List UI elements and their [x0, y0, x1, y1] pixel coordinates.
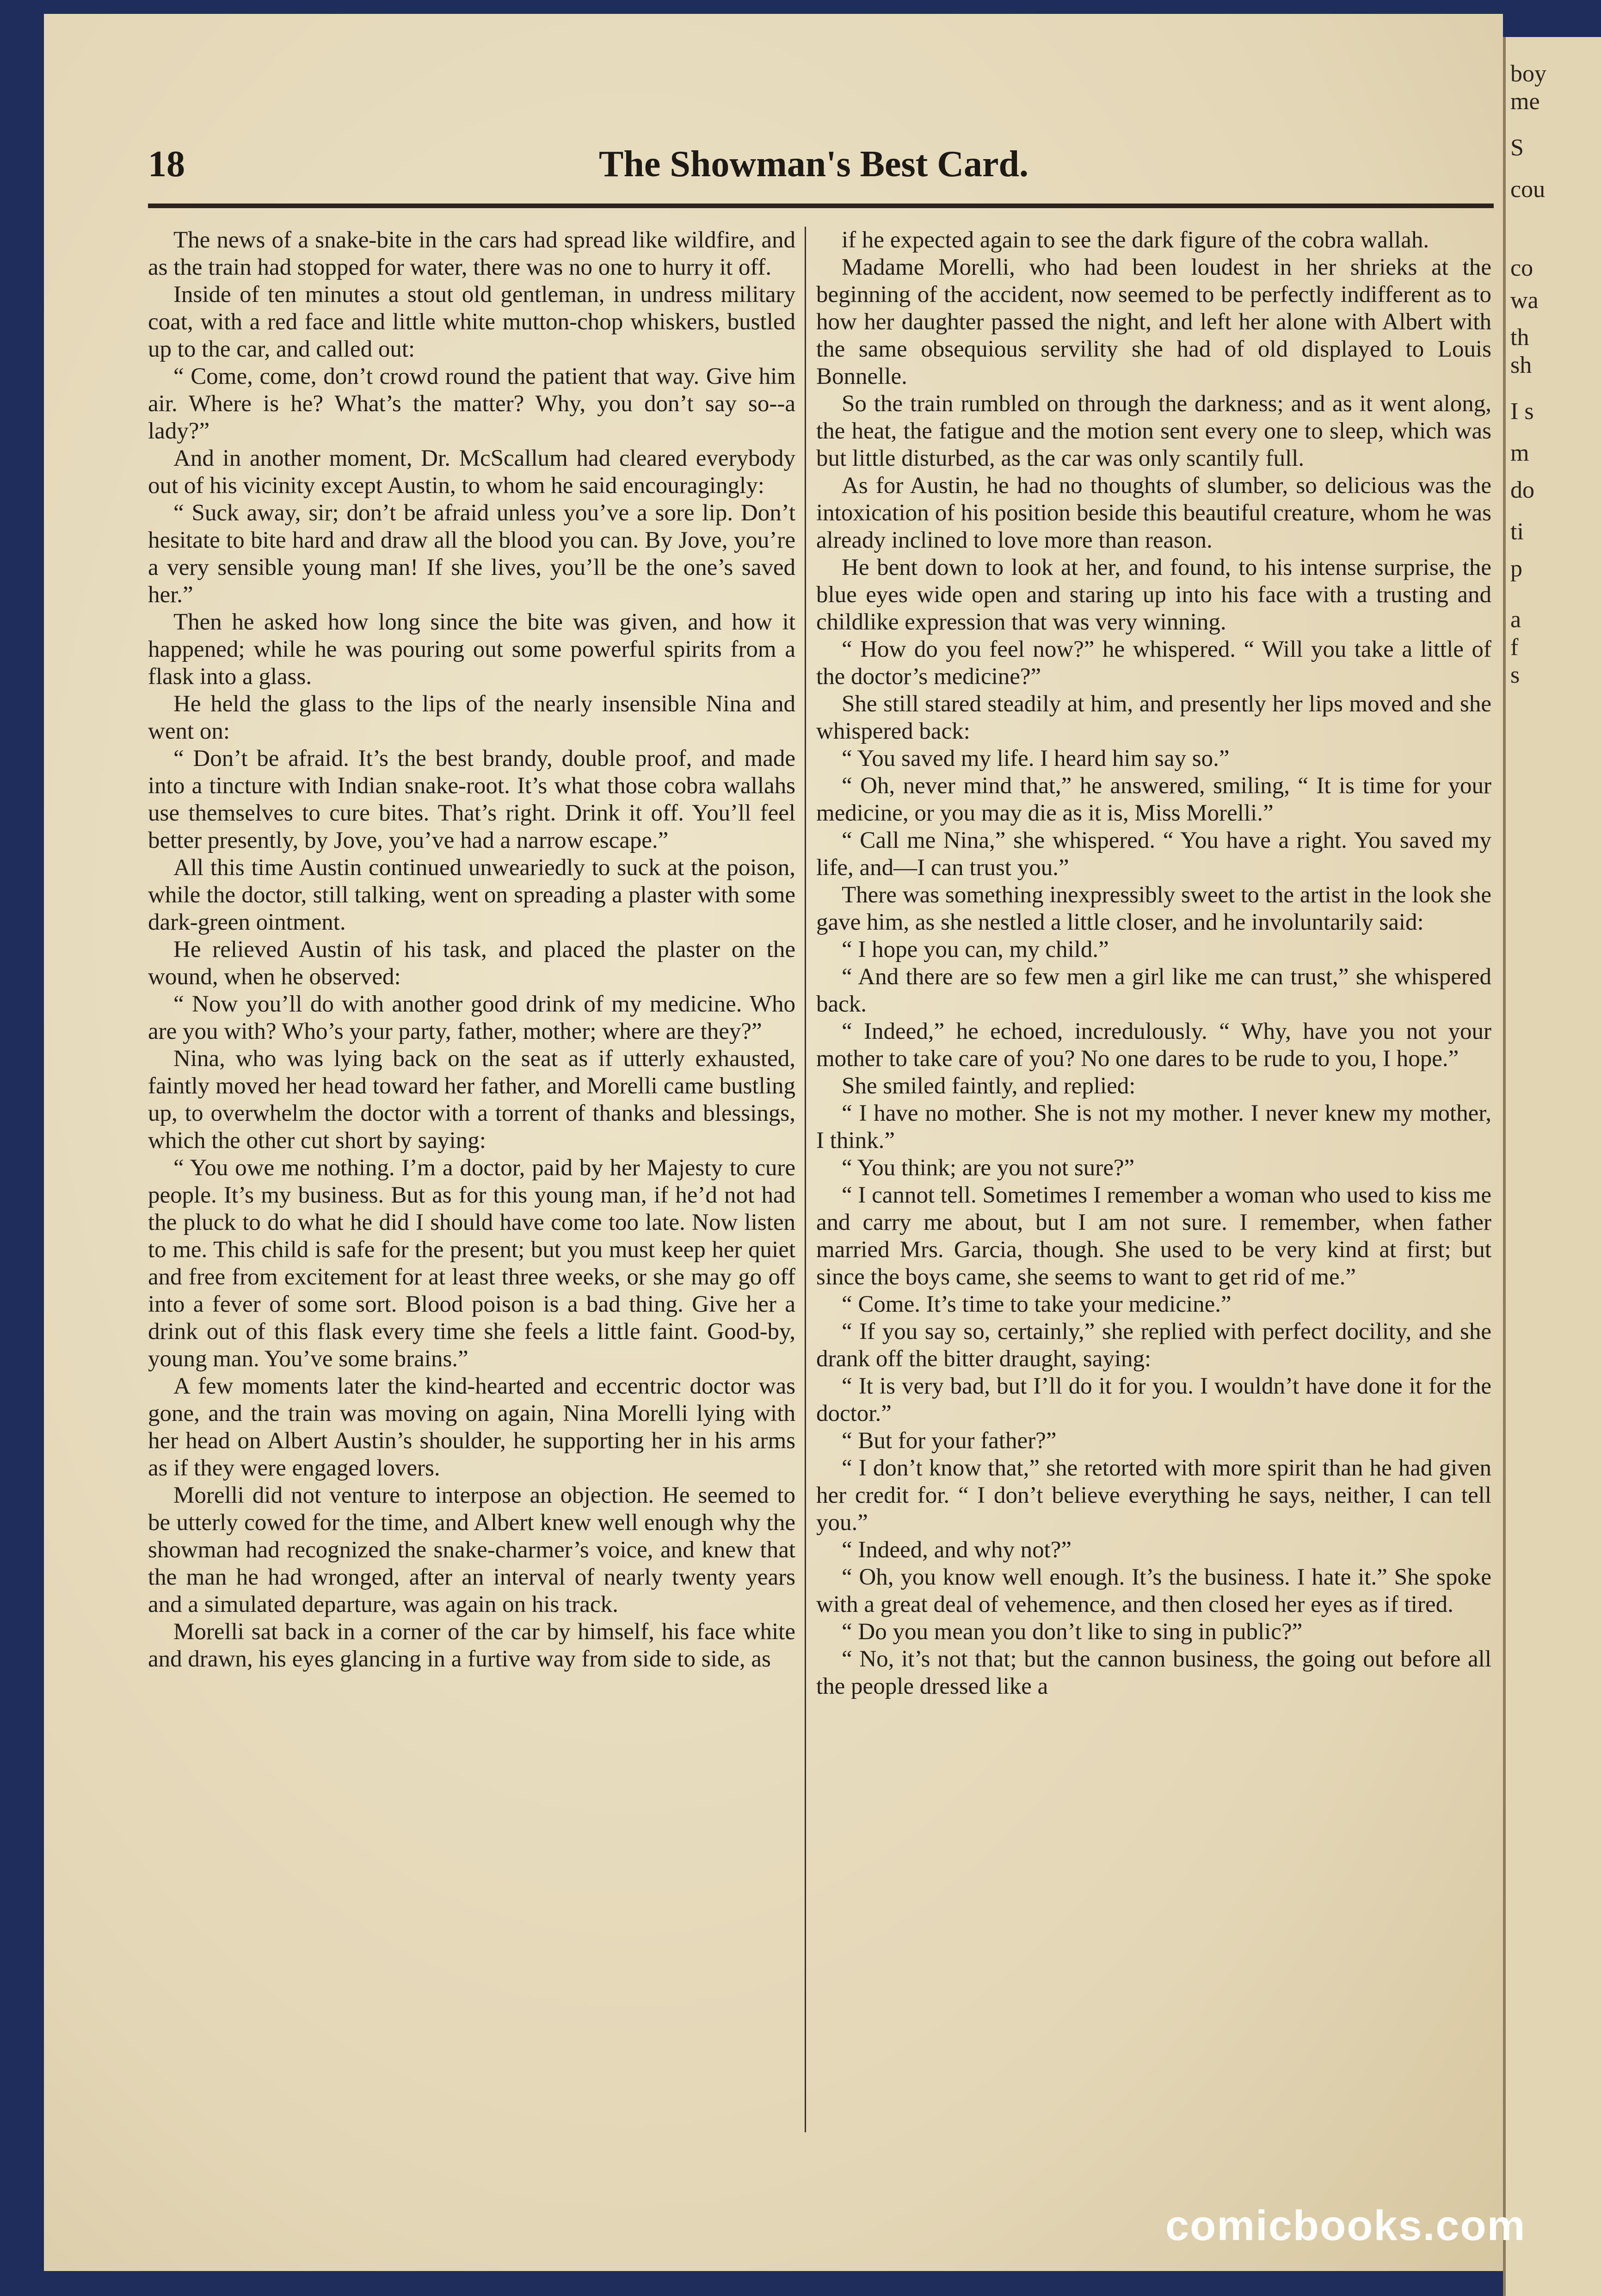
- paragraph: “ Now you’ll do with another good drink of my medicine. Who are you with? Who’s your party, father, mother; where are they?”: [148, 991, 795, 1044]
- next-page-fragment: m: [1510, 440, 1529, 466]
- paragraph: “ If you say so, certainly,” she replied with perfect docility, and she drank off the bitter draught, saying:: [816, 1319, 1491, 1372]
- paragraph: “ And there are so few men a girl like me can trust,” she whispered back.: [816, 964, 1491, 1017]
- paragraph: “ Come. It’s time to take your medicine.”: [842, 1291, 1232, 1317]
- paragraph: She smiled faintly, and replied:: [842, 1073, 1136, 1099]
- paragraph: “ I hope you can, my child.”: [842, 937, 1109, 963]
- paragraph: He relieved Austin of his task, and placed the plaster on the wound, when he observed:: [148, 937, 795, 990]
- right-column: [816, 227, 1491, 1700]
- paragraph: And in another moment, Dr. McScallum had cleared everybody out of his vicinity except Austin, to whom he said encouragingly:: [148, 445, 795, 499]
- paragraph: “ But for your father?”: [842, 1428, 1057, 1454]
- paragraph: He bent down to look at her, and found, to his intense surprise, the blue eyes wide open and staring up into his face with a trusting and childlike expression that was very winning.: [816, 555, 1491, 635]
- header-rule: [148, 204, 1494, 208]
- paragraph: “ No, it’s not that; but the cannon business, the going out before all the people dressed like a: [816, 1646, 1491, 1699]
- paragraph: The news of a snake-bite in the cars had spread like wildfire, and as the train had stopped for water, there was no one to hurry it off.: [148, 227, 795, 280]
- paragraph: Morelli did not venture to interpose an objection. He seemed to be utterly cowed for the time, and Albert knew well enough why the showman had recognized the snake-charmer’s voice, and knew that the man he had wronged, after an interval of nearly twenty years and a simulated departure, was again on his track.: [148, 1482, 795, 1617]
- next-page-fragment: me: [1510, 88, 1540, 115]
- next-page-fragment: co: [1510, 255, 1533, 281]
- next-page-fragment: ti: [1510, 518, 1524, 545]
- paragraph: She still stared steadily at him, and presently her lips moved and she whispered back:: [816, 691, 1491, 744]
- paragraph: “ Suck away, sir; don’t be afraid unless you’ve a sore lip. Don’t hesitate to bite hard and draw all the blood you can. By Jove, you’re a very sensible young man! If she lives, you’ll be the one’s saved her.”: [148, 500, 795, 608]
- paragraph: So the train rumbled on through the darkness; and as it went along, the heat, the fatigue and the motion sent every one to sleep, which was but little disturbed, as the car was only scantily full.: [816, 391, 1491, 471]
- paragraph: “ It is very bad, but I’ll do it for you. I wouldn’t have done it for the doctor.”: [816, 1373, 1491, 1426]
- paragraph: Nina, who was lying back on the seat as if utterly exhausted, faintly moved her head toward her father, and Morelli came bustling up, to overwhelm the doctor with a torrent of thanks and blessings, which the other cut short by saying:: [148, 1046, 795, 1154]
- paragraph: Inside of ten minutes a stout old gentleman, in undress military coat, with a red face and little white mutton-chop whiskers, bustled up to the car, and called out:: [148, 282, 795, 362]
- next-page-fragment: a: [1510, 606, 1521, 633]
- paragraph: “ You saved my life. I heard him say so.”: [842, 746, 1230, 772]
- next-page-fragment: wa: [1510, 287, 1539, 314]
- running-title: The Showman's Best Card.: [599, 144, 1029, 185]
- paragraph: As for Austin, he had no thoughts of slumber, so delicious was the intoxication of his position beside this beautiful creature, whom he was already inclined to love more than reason.: [816, 473, 1491, 553]
- next-page-fragment: S: [1510, 135, 1524, 161]
- paragraph: “ You think; are you not sure?”: [842, 1155, 1135, 1181]
- next-page-fragment: th: [1510, 324, 1529, 351]
- next-page-fragment: do: [1510, 477, 1534, 503]
- paragraph: “ Indeed,” he echoed, incredulously. “ Why, have you not your mother to take care of you? No one dares to be rude to you, I hope.”: [816, 1018, 1491, 1072]
- next-page-fragment: p: [1510, 555, 1522, 582]
- paragraph: All this time Austin continued unweariedly to suck at the poison, while the doctor, still talking, went on spreading a plaster with some dark-green ointment.: [148, 855, 795, 935]
- next-page-fragment: sh: [1510, 352, 1532, 378]
- paragraph: “ Come, come, don’t crowd round the patient that way. Give him air. Where is he? What’s the matter? Why, you don’t say so--a lady?”: [148, 364, 795, 444]
- paragraph: “ Indeed, and why not?”: [842, 1537, 1072, 1563]
- magazine-page: [44, 14, 1503, 2271]
- paragraph: “ Don’t be afraid. It’s the best brandy, double proof, and made into a tincture with Indian snake-root. It’s what those cobra wallahs use themselves to cure bites. That’s right. Drink it off. You’ll feel better presently, by Jove, you’ve had a narrow escape.”: [148, 746, 795, 853]
- paragraph: Madame Morelli, who had been loudest in her shrieks at the beginning of the accident, now seemed to be perfectly indifferent as to how her daughter passed the night, and left her alone with Albert with the same obsequious servility she had of old displayed to Louis Bonnelle.: [816, 254, 1491, 389]
- paragraph: A few moments later the kind-hearted and eccentric doctor was gone, and the train was moving on again, Nina Morelli lying with her head on Albert Austin’s shoulder, he supporting her in his arms as if they were engaged lovers.: [148, 1373, 795, 1481]
- page-number: 18: [148, 144, 185, 185]
- paragraph: if he expected again to see the dark figure of the cobra wallah.: [842, 227, 1429, 253]
- paragraph: “ You owe me nothing. I’m a doctor, paid by her Majesty to cure people. It’s my business. But as for this young man, if he’d not had the pluck to do what he did I should have come too late. Now listen to me. This child is safe for the present; but you must keep her quiet and free from excitement for at least three weeks, or she may go off into a fever of some sort. Blood poison is a bad thing. Give her a drink out of this flask every time she feels a little faint. Good-by, young man. You’ve some brains.”: [148, 1155, 795, 1372]
- paragraph: “ I have no mother. She is not my mother. I never knew my mother, I think.”: [816, 1100, 1491, 1154]
- column-divider: [805, 227, 806, 2132]
- paragraph: “ I cannot tell. Sometimes I remember a woman who used to kiss me and carry me about, but I am not sure. I remember, when father married Mrs. Garcia, though. She used to be very kind at first; but since the boys came, she seems to want to get rid of me.”: [816, 1182, 1491, 1290]
- paragraph: “ How do you feel now?” he whispered. “ Will you take a little of the doctor’s medicine?”: [816, 636, 1491, 690]
- left-column: [148, 227, 795, 1673]
- site-watermark: comicbooks.com: [1165, 2202, 1526, 2249]
- paragraph: “ Oh, never mind that,” he answered, smiling, “ It is time for your medicine, or you may die as it is, Miss Morelli.”: [816, 773, 1491, 826]
- paragraph: He held the glass to the lips of the nearly insensible Nina and went on:: [148, 691, 795, 744]
- paragraph: Morelli sat back in a corner of the car by himself, his face white and drawn, his eyes glancing in a furtive way from side to side, as: [148, 1619, 795, 1672]
- paragraph: “ Call me Nina,” she whispered. “ You have a right. You saved my life, and—I can trust you.”: [816, 827, 1491, 881]
- paragraph: Then he asked how long since the bite was given, and how it happened; while he was pouring out some powerful spirits from a flask into a glass.: [148, 609, 795, 690]
- next-page-fragment: f: [1510, 634, 1519, 660]
- paragraph: “ Do you mean you don’t like to sing in public?”: [842, 1619, 1303, 1645]
- next-page-fragment: I s: [1510, 398, 1534, 425]
- paragraph: There was something inexpressibly sweet to the artist in the look she gave him, as she nestled a little closer, and he involuntarily said:: [816, 882, 1491, 935]
- paragraph: “ Oh, you know well enough. It’s the business. I hate it.” She spoke with a great deal of vehemence, and then closed her eyes as if tired.: [816, 1564, 1491, 1617]
- paragraph: “ I don’t know that,” she retorted with more spirit than he had given her credit for. “ I don’t believe everything he says, neither, I can tell you.”: [816, 1455, 1491, 1536]
- next-page-fragment: cou: [1510, 176, 1546, 203]
- next-page-fragment: s: [1510, 662, 1520, 688]
- next-page-fragment: boy: [1510, 61, 1546, 87]
- adjacent-page-edge: [1503, 37, 1601, 2296]
